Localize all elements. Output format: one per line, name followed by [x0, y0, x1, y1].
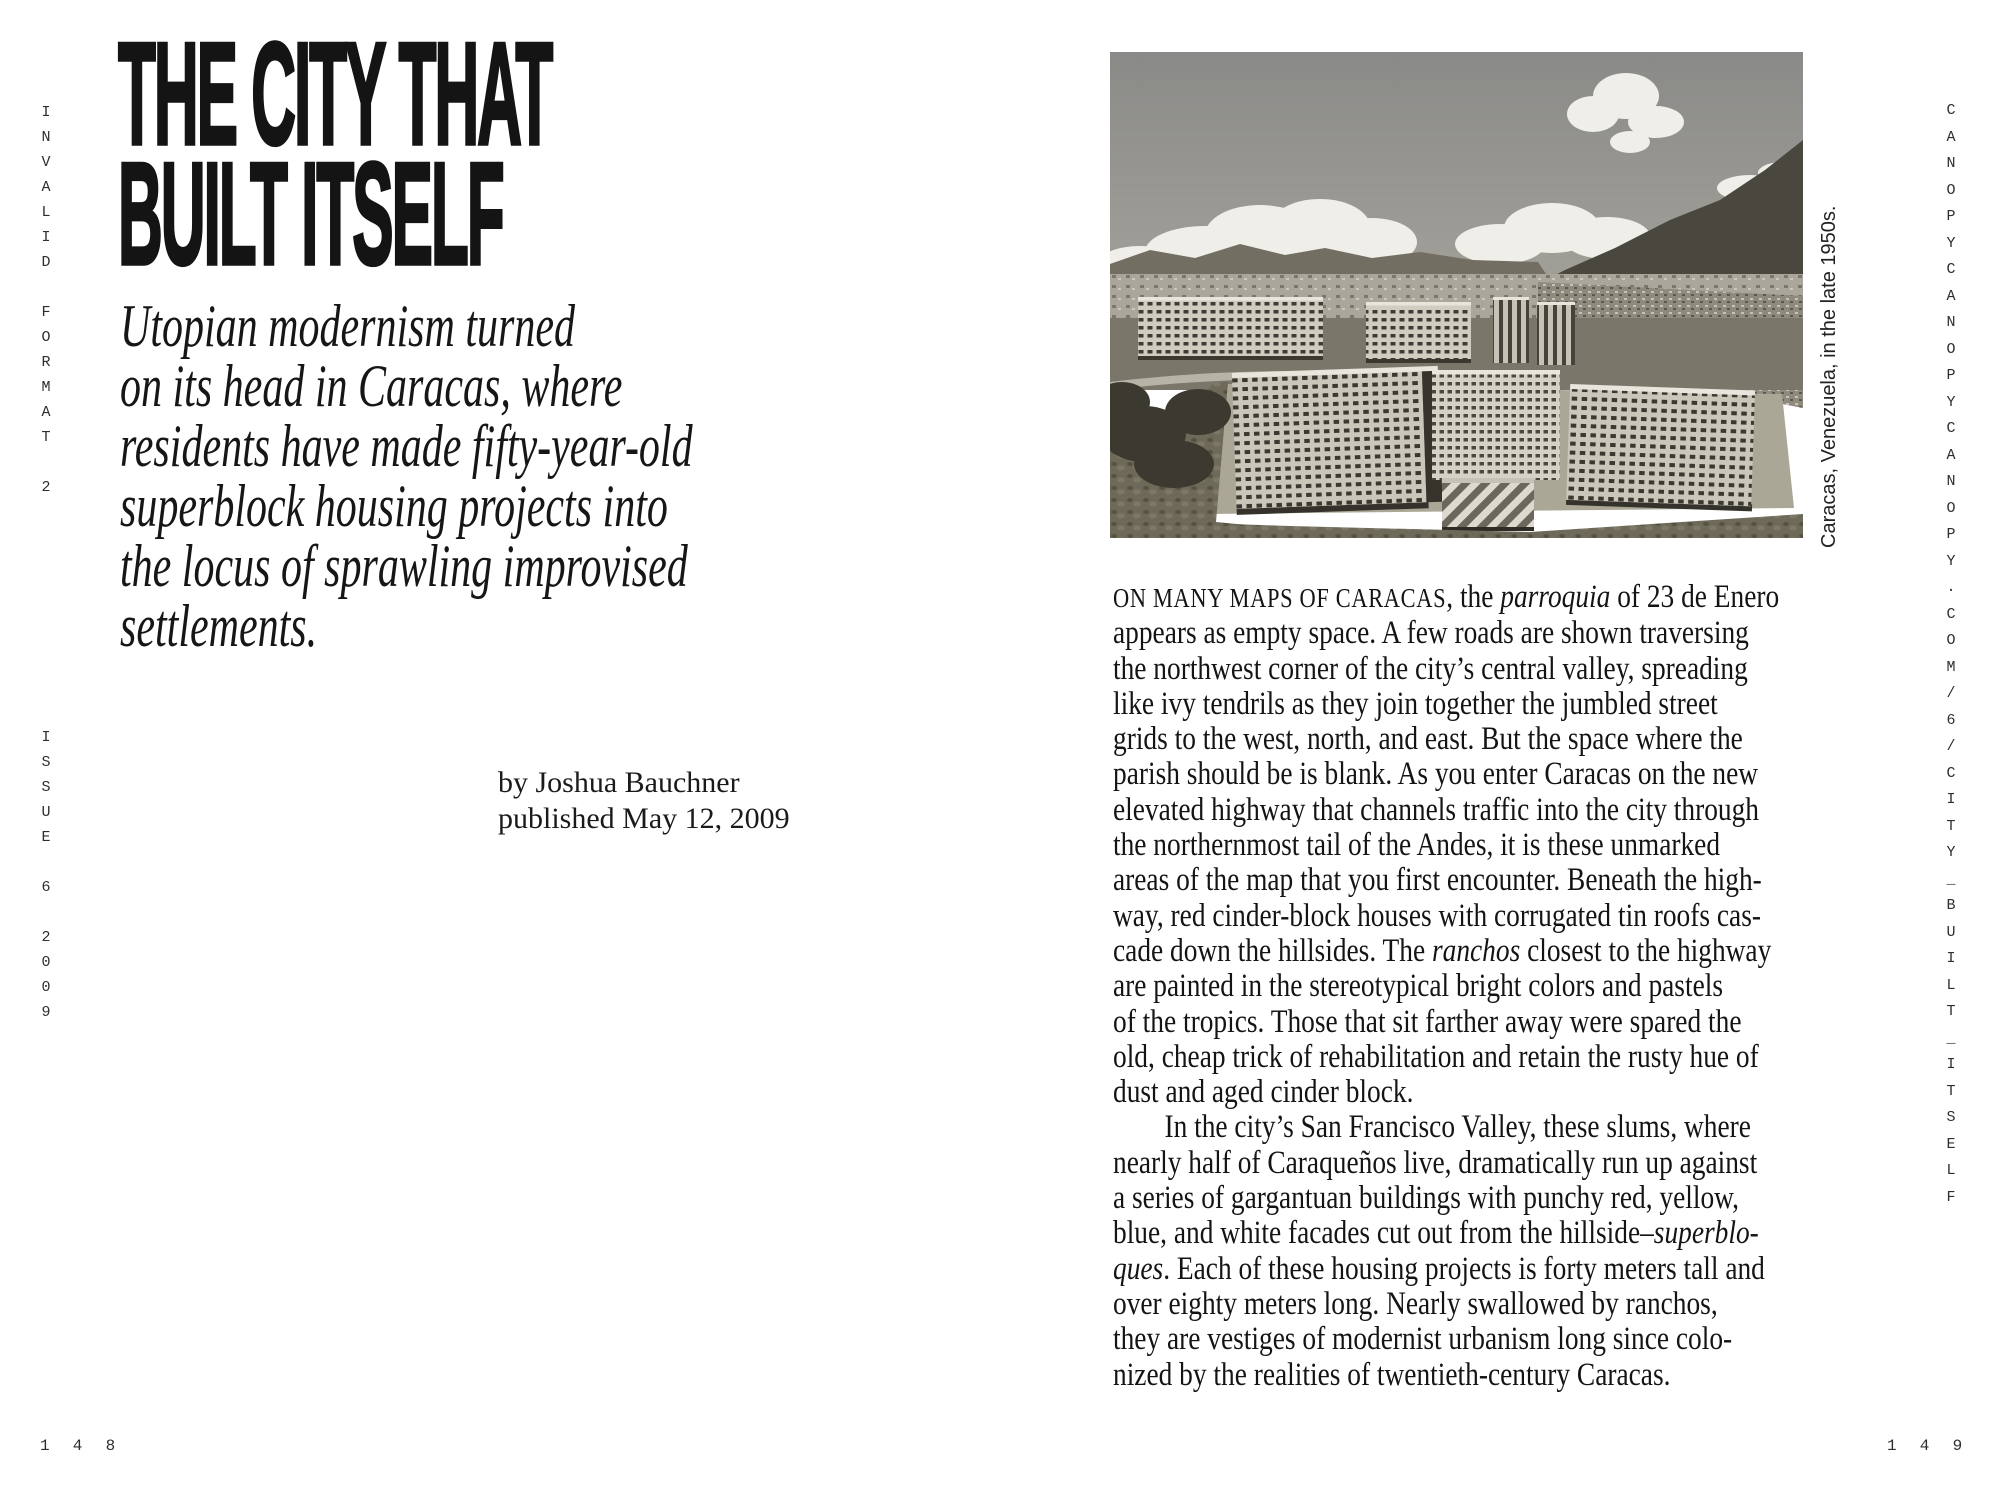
margin-char: I — [1946, 950, 1956, 967]
body-line — [1113, 1358, 1877, 1393]
subtitle-line: on its head in Caracas, where — [120, 353, 623, 419]
margin-char — [33, 450, 59, 475]
subtitle-line: settlements. — [120, 593, 318, 659]
body-line — [1113, 687, 1877, 722]
body-line — [1113, 969, 1877, 1004]
body-line — [1113, 1005, 1877, 1040]
body-line — [1113, 1110, 1877, 1145]
margin-char: A — [41, 404, 51, 421]
body-line — [1113, 580, 1877, 616]
article-subtitle — [120, 293, 693, 659]
margin-char: A — [41, 179, 51, 196]
body-line — [1113, 722, 1877, 757]
body-line — [1113, 1252, 1877, 1287]
right-margin-url-label — [1938, 98, 1964, 1211]
body-line — [1113, 1181, 1877, 1216]
body-text: In the city’s San Francisco Valley, these slums, where — [1164, 1109, 1751, 1146]
margin-char: L — [1946, 1162, 1956, 1179]
left-margin-issue-label — [33, 725, 59, 1025]
body-text: appears as empty space. A few roads are shown traversing — [1113, 615, 1749, 652]
margin-char: I — [1946, 791, 1956, 808]
margin-char: A — [1946, 128, 1956, 146]
margin-char: L — [41, 204, 51, 221]
margin-char: 0 — [41, 979, 51, 996]
margin-char: I — [41, 729, 51, 746]
margin-char: O — [1946, 499, 1956, 517]
margin-char: / — [1946, 738, 1956, 755]
body-text: the northwest corner of the city’s central valley, spreading — [1113, 650, 1748, 687]
body-text: cade down the hillsides. The — [1113, 932, 1432, 969]
margin-char: T — [1946, 817, 1956, 835]
body-line — [1113, 934, 1877, 969]
page-number-right: 149 — [1887, 1437, 1986, 1455]
margin-char: D — [41, 254, 51, 271]
margin-char — [33, 275, 59, 300]
margin-char: P — [1946, 526, 1956, 543]
body-line — [1113, 1146, 1877, 1181]
margin-char: S — [41, 754, 51, 771]
margin-char: V — [41, 154, 51, 171]
body-line — [1113, 1287, 1877, 1322]
margin-char: B — [1946, 897, 1956, 914]
margin-char: N — [1946, 155, 1956, 172]
body-text: over eighty meters long. Nearly swallowed by ranchos, — [1113, 1285, 1718, 1322]
body-italic-text: parroquia — [1500, 579, 1611, 615]
byline — [498, 765, 790, 837]
article-title-line-2: BUILT ITSELF — [118, 134, 503, 297]
subtitle-line: superblock housing projects into — [120, 473, 668, 539]
article-title-line-1: THE CITY THAT — [118, 14, 552, 177]
margin-char — [33, 900, 59, 925]
margin-char: A — [1946, 446, 1956, 464]
margin-char: P — [1946, 367, 1956, 384]
photo-caracas-superblocks — [1110, 52, 1803, 538]
body-line — [1113, 863, 1877, 898]
body-text: like ivy tendrils as they join together the jumbled street — [1113, 685, 1718, 722]
body-line — [1113, 793, 1877, 828]
body-text: a series of gargantuan buildings with punchy red, yellow, — [1113, 1180, 1740, 1217]
left-margin-series-label — [33, 100, 59, 500]
margin-char: P — [1946, 208, 1956, 225]
margin-char: I — [41, 104, 51, 121]
body-text: closest to the highway — [1520, 932, 1772, 969]
subtitle-line: Utopian modernism turned — [120, 293, 575, 359]
margin-char: S — [41, 779, 51, 796]
margin-char: T — [41, 429, 51, 446]
margin-char: R — [41, 354, 51, 371]
margin-char: F — [41, 304, 51, 321]
margin-char: Y — [1946, 552, 1956, 570]
margin-char: _ — [1946, 870, 1956, 888]
margin-char: O — [1946, 340, 1956, 358]
body-text: areas of the map that you first encounter. Beneath the high- — [1113, 862, 1762, 899]
body-line — [1113, 1216, 1877, 1251]
margin-char: 0 — [41, 954, 51, 971]
margin-char: O — [1946, 632, 1956, 649]
margin-char: I — [41, 229, 51, 246]
margin-char: C — [1946, 420, 1956, 437]
margin-char: N — [1946, 473, 1956, 490]
subtitle-line: residents have made fifty-year-old — [120, 413, 693, 479]
margin-char: / — [1946, 685, 1956, 702]
margin-char: N — [1946, 314, 1956, 331]
margin-char: C — [1946, 764, 1956, 782]
article-body — [1113, 580, 1877, 1393]
body-text: parish should be is blank. As you enter Caracas on the new — [1113, 756, 1759, 793]
body-text: old, cheap trick of rehabilitation and retain the rusty hue of — [1113, 1038, 1759, 1075]
margin-char: C — [1946, 102, 1956, 119]
body-line — [1113, 1322, 1877, 1357]
margin-char: C — [1946, 605, 1956, 623]
margin-char: O — [41, 329, 51, 346]
photo-caption: Caracas, Venezuela, in the late 1950s. — [1818, 205, 1840, 548]
margin-char: 2 — [41, 929, 51, 946]
body-text: the northernmost tail of the Andes, it is these unmarked — [1113, 827, 1721, 864]
body-line — [1113, 616, 1877, 651]
margin-char: Y — [1946, 844, 1956, 861]
margin-char: U — [41, 804, 51, 821]
margin-char: M — [1946, 658, 1956, 676]
body-text: way, red cinder-block houses with corrugated tin roofs cas- — [1113, 897, 1761, 934]
body-line — [1113, 1075, 1877, 1110]
body-text: , the — [1446, 579, 1501, 615]
margin-char — [33, 850, 59, 875]
margin-char: 6 — [41, 879, 51, 896]
body-line — [1113, 1040, 1877, 1075]
body-text: blue, and white facades cut out from the hillside– — [1113, 1215, 1654, 1252]
margin-char: E — [41, 829, 51, 846]
margin-char: E — [1946, 1135, 1956, 1153]
margin-char: F — [1946, 1188, 1956, 1206]
body-text: of the tropics. Those that sit farther away were spared the — [1113, 1003, 1742, 1040]
margin-char: 2 — [41, 479, 51, 496]
body-italic-text: superblo- — [1653, 1215, 1759, 1252]
margin-char: Y — [1946, 234, 1956, 252]
body-text: they are vestiges of modernist urbanism long since colo- — [1113, 1321, 1733, 1358]
photo-illustration — [1110, 52, 1803, 538]
body-line — [1113, 652, 1877, 687]
margin-char: L — [1946, 976, 1956, 994]
margin-char: _ — [1946, 1029, 1956, 1047]
margin-char: 6 — [1946, 711, 1956, 729]
body-text: are painted in the stereotypical bright colors and pastels — [1113, 968, 1723, 1005]
body-line — [1113, 899, 1877, 934]
margin-char: T — [1946, 1082, 1956, 1100]
body-text: nized by the realities of twentieth-century Caracas. — [1113, 1356, 1671, 1393]
byline-author: by Joshua Bauchner — [498, 766, 740, 799]
body-text: of 23 de Enero — [1610, 579, 1780, 615]
body-italic-text: ques — [1113, 1250, 1164, 1287]
margin-char: . — [1946, 579, 1956, 596]
margin-char: A — [1946, 287, 1956, 305]
body-text: elevated highway that channels traffic into the city through — [1113, 791, 1759, 828]
margin-char: C — [1946, 261, 1956, 278]
margin-char: 9 — [41, 1004, 51, 1021]
byline-published-date: published May 12, 2009 — [498, 802, 790, 835]
body-line — [1113, 828, 1877, 863]
margin-char: M — [41, 379, 51, 396]
margin-char: T — [1946, 1003, 1956, 1020]
body-text: grids to the west, north, and east. But the space where the — [1113, 721, 1743, 758]
body-text: dust and aged cinder block. — [1113, 1074, 1414, 1111]
body-text: nearly half of Caraqueños live, dramatically run up against — [1113, 1144, 1758, 1181]
margin-char: N — [41, 129, 51, 146]
page-number-left: 148 — [40, 1437, 139, 1455]
margin-char: S — [1946, 1109, 1956, 1126]
body-text: . Each of these housing projects is forty meters tall and — [1163, 1250, 1765, 1287]
subtitle-line: the locus of sprawling improvised — [120, 533, 688, 599]
superblocks-row-front — [1232, 366, 1756, 531]
body-italic-text: ranchos — [1431, 932, 1521, 969]
margin-char: I — [1946, 1056, 1956, 1073]
margin-char: Y — [1946, 393, 1956, 411]
body-line — [1113, 757, 1877, 792]
margin-char: O — [1946, 181, 1956, 199]
margin-char: U — [1946, 923, 1956, 941]
body-smallcaps-lede: ON MANY MAPS OF CARACAS — [1113, 583, 1447, 613]
